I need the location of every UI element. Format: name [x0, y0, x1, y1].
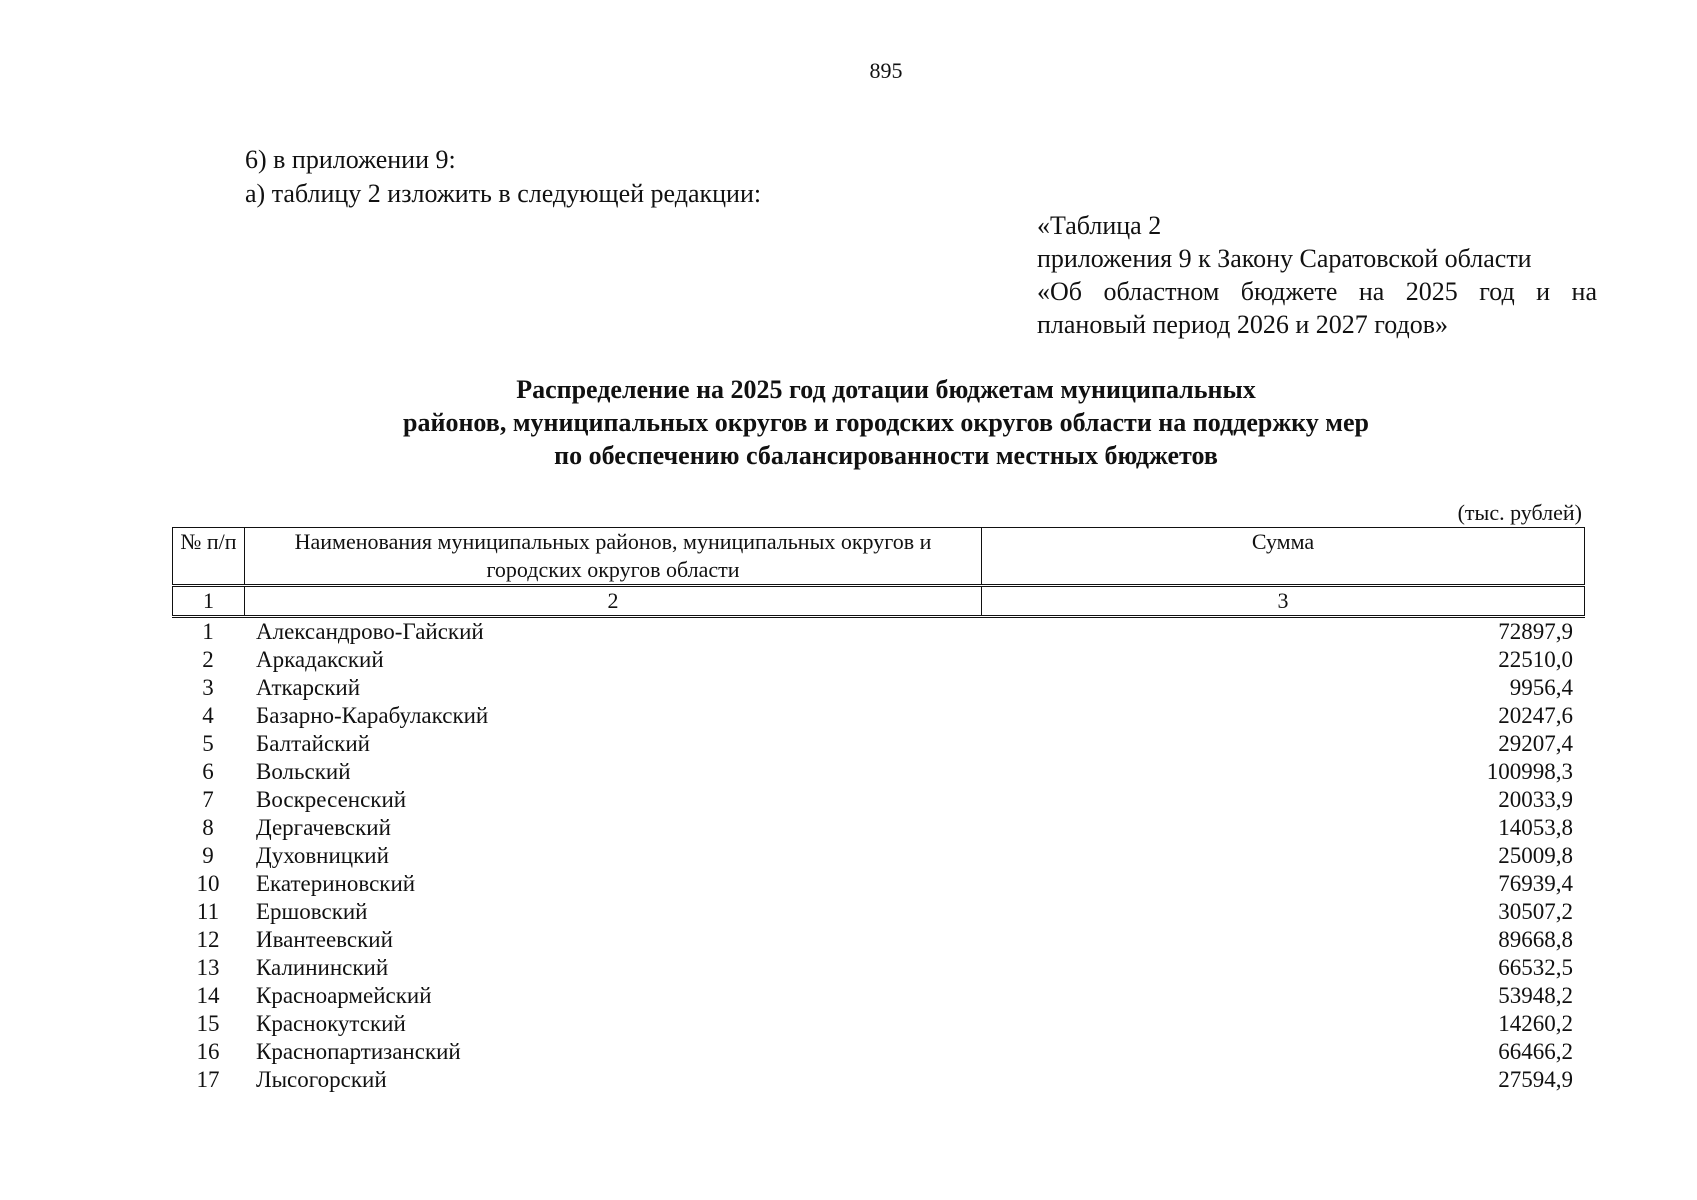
table-row — [172, 1010, 1585, 1038]
units-label: (тыс. рублей) — [1457, 500, 1582, 525]
row-sum: 89668,8 — [1498, 927, 1573, 952]
row-number: 9 — [202, 843, 214, 868]
row-name: Воскресенский — [256, 787, 407, 812]
table-row — [172, 702, 1585, 730]
intro-line-2: а) таблицу 2 изложить в следующей редакции: — [245, 179, 762, 208]
table-row — [172, 814, 1585, 842]
table-row — [172, 646, 1585, 674]
header-num: № п/п — [173, 528, 245, 585]
row-number: 12 — [196, 927, 220, 952]
row-name: Краснопартизанский — [256, 1039, 461, 1064]
title-line-3: по обеспечению сбалансированности местных бюджетов — [554, 441, 1218, 470]
table-row — [172, 1038, 1585, 1066]
column-number: 3 — [982, 587, 1585, 616]
row-sum: 29207,4 — [1498, 731, 1573, 756]
page-number: 895 — [869, 58, 903, 83]
table-row — [172, 786, 1585, 814]
table-row — [172, 926, 1585, 954]
row-name: Ивантеевский — [256, 927, 393, 952]
intro-line-1: 6) в приложении 9: — [245, 145, 456, 174]
row-sum: 20033,9 — [1498, 787, 1573, 812]
row-sum: 22510,0 — [1498, 647, 1573, 672]
row-number: 4 — [202, 703, 214, 728]
row-number: 5 — [202, 731, 214, 756]
row-number: 15 — [196, 1011, 220, 1036]
row-number: 10 — [196, 871, 220, 896]
row-name: Екатериновский — [256, 871, 416, 896]
title-line-2: районов, муниципальных округов и городских округов области на поддержку мер — [403, 408, 1369, 437]
row-sum: 27594,9 — [1498, 1067, 1573, 1092]
table-row — [172, 870, 1585, 898]
row-sum: 100998,3 — [1486, 759, 1573, 784]
row-sum: 53948,2 — [1498, 983, 1573, 1008]
row-sum: 14053,8 — [1498, 815, 1573, 840]
table-row — [172, 954, 1585, 982]
table-row — [172, 842, 1585, 870]
row-number: 3 — [202, 675, 214, 700]
row-number: 2 — [202, 647, 214, 672]
row-sum: 30507,2 — [1498, 899, 1573, 924]
row-sum: 14260,2 — [1498, 1011, 1573, 1036]
row-name: Красноармейский — [256, 983, 432, 1008]
row-name: Ершовский — [256, 899, 368, 924]
row-name: Лысогорский — [256, 1067, 387, 1092]
row-sum: 20247,6 — [1498, 703, 1573, 728]
row-number: 17 — [196, 1067, 220, 1092]
table-row — [172, 730, 1585, 758]
column-number: 2 — [245, 587, 982, 616]
row-name: Аркадакский — [256, 647, 384, 672]
title-line-1: Распределение на 2025 год дотации бюджетам муниципальных — [516, 375, 1256, 404]
caption-line-3: «Об областном бюджете на 2025 год и на — [1037, 277, 1597, 306]
row-sum: 66466,2 — [1498, 1039, 1573, 1064]
row-sum: 76939,4 — [1498, 871, 1573, 896]
table-caption — [1037, 209, 1597, 341]
row-name: Калининский — [256, 955, 389, 980]
row-number: 13 — [196, 955, 220, 980]
column-number: 1 — [173, 587, 245, 616]
row-name: Базарно-Карабулакский — [256, 703, 489, 728]
table-row — [172, 758, 1585, 786]
caption-line-2: приложения 9 к Закону Саратовской области — [1037, 244, 1532, 273]
row-sum: 9956,4 — [1509, 675, 1573, 700]
caption-line-1: «Таблица 2 — [1037, 211, 1162, 240]
header-sum: Сумма — [982, 528, 1585, 585]
row-name: Вольский — [256, 759, 351, 784]
row-number: 1 — [202, 619, 214, 644]
row-number: 7 — [202, 787, 214, 812]
header-name: Наименования муниципальных районов, муниципальных округов и городских округов области — [245, 528, 982, 585]
row-sum: 25009,8 — [1498, 843, 1573, 868]
row-name: Александрово-Гайский — [256, 619, 484, 644]
row-sum: 66532,5 — [1498, 955, 1573, 980]
row-number: 16 — [196, 1039, 220, 1064]
table-row — [172, 982, 1585, 1010]
document-title — [0, 373, 1697, 472]
table-row — [172, 674, 1585, 702]
row-name: Аткарский — [256, 675, 361, 700]
row-number: 6 — [202, 759, 214, 784]
row-name: Краснокутский — [256, 1011, 406, 1036]
table-row — [172, 898, 1585, 926]
row-sum: 72897,9 — [1498, 619, 1573, 644]
caption-line-4: плановый период 2026 и 2027 годов» — [1037, 310, 1449, 339]
row-name: Дергачевский — [256, 815, 391, 840]
table-body — [172, 617, 1585, 1094]
column-numbers-row — [172, 586, 1585, 616]
row-number: 14 — [196, 983, 220, 1008]
table-header — [172, 527, 1585, 585]
table-row — [172, 1066, 1585, 1094]
row-name: Балтайский — [256, 731, 370, 756]
table-row — [172, 618, 1585, 646]
row-number: 8 — [202, 815, 214, 840]
row-number: 11 — [196, 899, 220, 924]
row-name: Духовницкий — [256, 843, 389, 868]
